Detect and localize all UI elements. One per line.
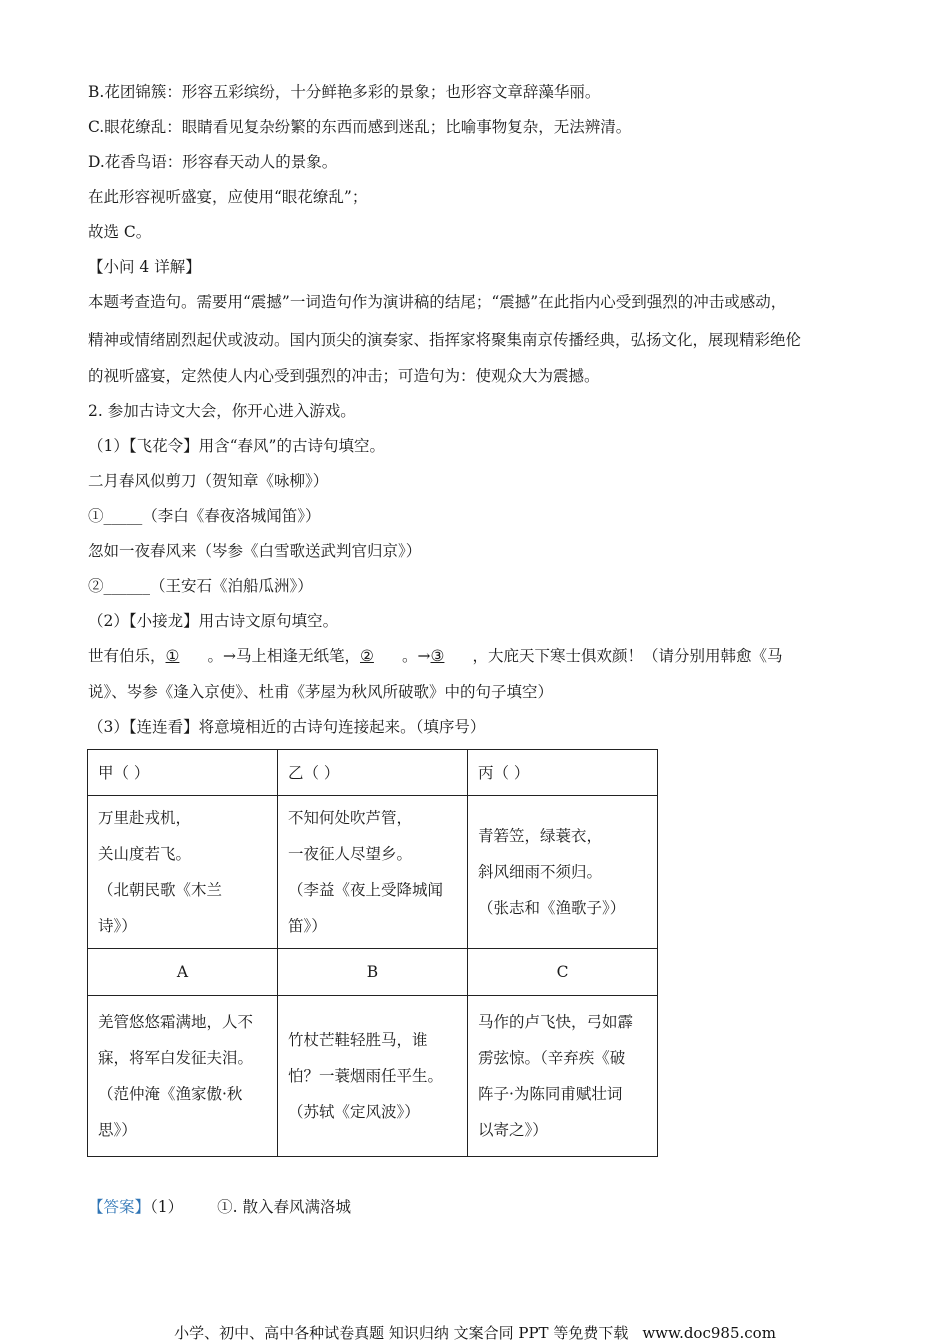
- poem-line: 雳弦惊。（辛弃疾《破: [478, 1049, 626, 1067]
- blank-2-fill: ______: [103, 577, 151, 595]
- page-footer: [0, 1322, 950, 1343]
- footer-url[interactable]: www.doc985.com: [642, 1324, 776, 1342]
- letter-c: C: [468, 949, 658, 996]
- poem-line: 斜风细雨不须归。: [478, 863, 603, 881]
- table-row-top-poems: [88, 796, 658, 949]
- option-c: C.眼花缭乱：眼睛看见复杂纷繁的东西而感到迷乱；比喻事物复杂，无法辨清。: [88, 118, 632, 136]
- sub-question-1: （1）【飞花令】用含“春风”的古诗句填空。: [88, 437, 385, 455]
- choose-line: 故选 C。: [88, 223, 152, 241]
- poem-line: 一夜征人尽望乡。: [288, 845, 413, 863]
- poem-line: 以寄之》）: [478, 1121, 548, 1139]
- poem-line-2: 忽如一夜春风来（岑参《白雪歌送武判官归京》）: [88, 542, 422, 560]
- poem-cell-c: [468, 996, 658, 1157]
- poem-line: 笛》）: [288, 917, 327, 935]
- question-2-title: 2. 参加古诗文大会，你开心进入游戏。: [88, 402, 356, 420]
- footer-text: 小学、初中、高中各种试卷真题 知识归纳 文案合同 PPT 等免费下载: [174, 1324, 629, 1342]
- blank-line-2: [88, 576, 313, 596]
- poem-line: 怕？一蓑烟雨任平生。: [288, 1067, 444, 1085]
- poem-cell-a: [88, 996, 278, 1157]
- option-b: B.花团锦簇：形容五彩缤纷，十分鲜艳多彩的景象；也形容文章辞藻华丽。: [88, 83, 601, 101]
- q4-title: 【小问 4 详解】: [88, 258, 201, 276]
- sub-question-3: （3）【连连看】将意境相近的古诗句连接起来。（填序号）: [88, 718, 486, 736]
- table-row-bottom-poems: [88, 996, 658, 1157]
- answer-item: ①. 散入春风满洛城: [217, 1198, 351, 1216]
- chain-text-e: ，大庇天下寒士俱欢颜！（请分别用韩愈《马: [472, 647, 783, 665]
- poem-line: 关山度若飞。: [98, 845, 192, 863]
- poem-line: 竹杖芒鞋轻胜马，谁: [288, 1031, 428, 1049]
- poem-cell-yi: [278, 796, 468, 949]
- chain-line-2: 说》、岑参《逢入京使》、杜甫《茅屋为秋风所破歌》中的句子填空）: [88, 683, 554, 701]
- sub-question-2: （2）【小接龙】用古诗文原句填空。: [88, 612, 339, 630]
- poem-line: （苏轼《定风波》）: [288, 1103, 420, 1121]
- letter-a: A: [88, 949, 278, 996]
- header-bing: 丙（ ）: [468, 750, 658, 796]
- header-jia: 甲（ ）: [88, 750, 278, 796]
- blank-1-source: （李白《春夜洛城闻笛》）: [142, 507, 321, 525]
- letter-b: B: [278, 949, 468, 996]
- blank-2-source: （王安石《泊船瓜洲》）: [150, 577, 313, 595]
- context-line: 在此形容视听盛宴，应使用“眼花缭乱”；: [88, 188, 368, 206]
- chain-blank-3: ③: [430, 647, 445, 665]
- poem-cell-jia: [88, 796, 278, 949]
- blank-2-number: ②: [88, 577, 104, 595]
- blank-1-fill: _____: [103, 507, 143, 525]
- q4-paragraph-1: 本题考查造句。需要用“震撼”一词造句作为演讲稿的结尾；“震撼”在此指内心受到强烈的冲击或感动，: [88, 293, 787, 311]
- poem-line: 青箬笠，绿蓑衣，: [478, 827, 603, 845]
- poem-cell-bing: [468, 796, 658, 949]
- blank-line-1: [88, 506, 321, 526]
- poem-line: 寐，将军白发征夫泪。: [98, 1049, 254, 1067]
- poem-line: 万里赴戎机，: [98, 809, 192, 827]
- poem-line: （北朝民歌《木兰: [98, 881, 223, 899]
- poem-line: （李益《夜上受降城闻: [288, 881, 444, 899]
- table-header-row: [88, 750, 658, 796]
- chain-text-c: 。→马上相逢无纸笔，: [207, 647, 361, 665]
- header-yi: 乙（ ）: [278, 750, 468, 796]
- poem-line: 诗》）: [98, 917, 137, 935]
- q4-paragraph-3: 的视听盛宴，定然使人内心受到强烈的冲击；可造句为：使观众大为震撼。: [88, 367, 600, 385]
- answer-part: （1）: [150, 1198, 184, 1216]
- poem-line: 马作的卢飞快，弓如霹: [478, 1013, 634, 1031]
- poem-line: （张志和《渔歌子》）: [478, 899, 626, 917]
- answer-tag: 【答案】: [88, 1198, 151, 1216]
- chain-blank-1: ①: [165, 647, 180, 665]
- table-row-letters: [88, 949, 658, 996]
- poem-line: （范仲淹《渔家傲·秋: [98, 1085, 243, 1103]
- answer-line: [88, 1197, 351, 1217]
- chain-blank-2: ②: [360, 647, 374, 665]
- poem-line-1: 二月春风似剪刀（贺知章《咏柳》）: [88, 472, 329, 490]
- poem-matching-table: [87, 749, 658, 1157]
- chain-text-a: 世有伯乐，: [88, 647, 166, 665]
- poem-cell-b: [278, 996, 468, 1157]
- poem-line: 阵子·为陈同甫赋壮词: [478, 1085, 623, 1103]
- poem-line: 羌管悠悠霜满地，人不: [98, 1013, 254, 1031]
- q4-paragraph-2: 精神或情绪剧烈起伏或波动。国内顶尖的演奏家、指挥家将聚集南京传播经典，弘扬文化，展现精彩绝伦: [88, 331, 802, 349]
- poem-line: 不知何处吹芦管，: [288, 809, 413, 827]
- blank-1-number: ①: [88, 507, 104, 525]
- option-d: D.花香鸟语：形容春天动人的景象。: [88, 153, 338, 171]
- chain-text-d: 。→: [402, 647, 431, 665]
- chain-line-1: [88, 646, 783, 666]
- poem-line: 思》）: [98, 1121, 137, 1139]
